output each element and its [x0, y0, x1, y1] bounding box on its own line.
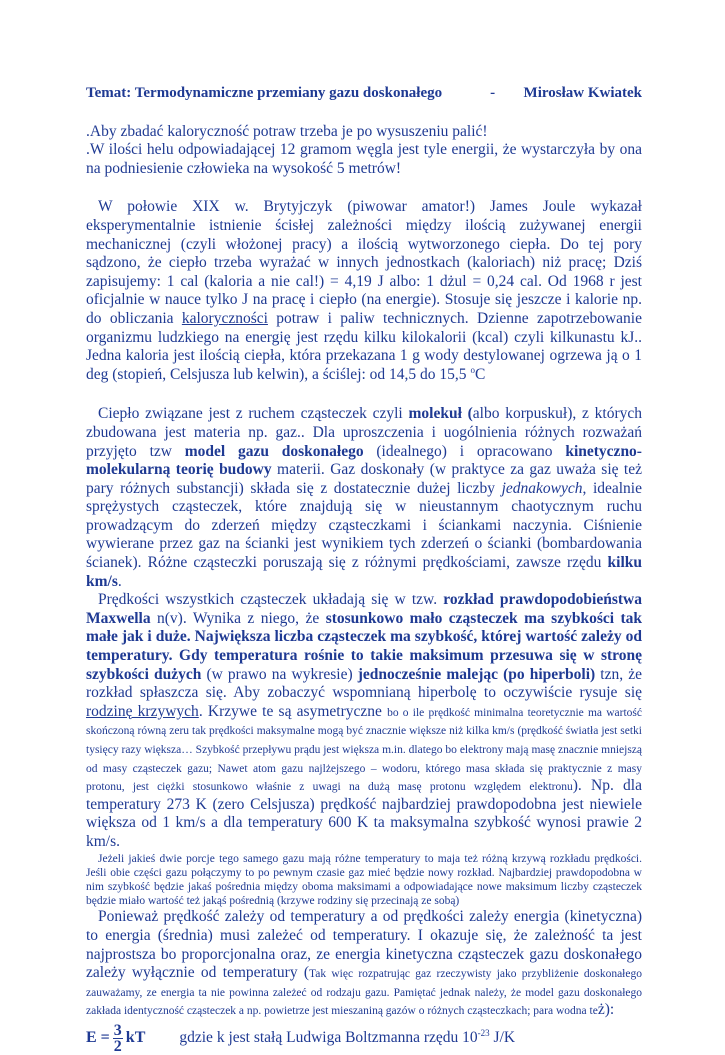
intro-line-1: .Aby zbadać kaloryczność potraw trzeba je po wysuszeniu palić!	[86, 122, 488, 140]
p3-rodzine-krzywych: rodzinę krzywych	[86, 702, 199, 720]
p1-text-a: W połowie XIX w. Brytyjczyk (piwowar amator!) James Joule wykazał eksperymentalnie istnienie ścisłej zależności między ilością zużywanej energii mechanicznej (czyli włożonej pracy) a ilością wytworzonego ciepła. Do tej pory sądzono, że ciepło trzeba wyrażać w innych jednostkach (kaloriach) niż pracę; Dziś zapisujemy: 1 cal (kaloria a nie cal!) = 4,19 J albo: 1 dżul = 0,24 cal. Od 1968 r jest oficjalnie w nauce tylko J na pracę i ciepło (na energie). Stosuje się jeszcze i kalorie np. do obliczania	[86, 198, 642, 327]
p2-s2: albo korpuskuł), z których zbudowana jest materia np. gaz.. Dla uproszczenia i uogólnienia różnych rozważań przyjęto tzw	[86, 405, 642, 460]
p2-s4: materii. Gaz doskonały (w praktyce za gaz uważa się też pary różnych substancji) składa się z dostatecznie dużej liczby	[86, 461, 642, 497]
p2-s3: (idealnego) i opracowano	[363, 442, 566, 460]
p3-rozklad: rozkład prawdopodobieństwa Maxwella	[86, 591, 642, 627]
degree-sup: o	[470, 364, 475, 375]
p3-s4: tzn, że rozkład spłaszcza się. Aby zobaczyć wspomnianą hiperbolę to oczywiście rysuje się	[86, 665, 642, 702]
p3-s1: Prędkości wszystkich cząsteczek układają się w tzw.	[98, 591, 444, 609]
kalorycznosc-link[interactable]: kaloryczności	[181, 309, 268, 327]
formula-exponent: -23	[477, 1027, 490, 1038]
fraction-denominator: 2	[113, 1037, 122, 1055]
document-title: Temat: Termodynamiczne przemiany gazu doskonałego	[86, 85, 443, 101]
p5-s2: ż):	[597, 1001, 615, 1019]
header	[86, 84, 642, 103]
p2-molekul: molekuł (	[408, 405, 473, 423]
p3-s3: (w prawo na wykresie)	[201, 665, 358, 683]
paragraph-joule	[86, 198, 642, 384]
title-separator: -	[490, 85, 496, 101]
formula-unit: J/K	[489, 1029, 516, 1047]
p3-small-note-2: Szybkość przepływu prądu jest większa m.in. dlatego bo elektrony mają masę znacznie mniejszą od masy cząsteczek gazu; Nawet atom gazu najlżejszego – wodoru, którego masa składa się praktycznie z masy protonu, jest ciężki stosunkowo właśnie z uwagi na dużą masę protonu względem elektronu	[86, 744, 643, 794]
document-page	[86, 84, 642, 1054]
p3-s6: ). Np. dla temperatury 273 K (zero Celsjusza) prędkość najbardziej prawdopodobna jest niewiele większa od 1 km/s a dla temperatury 600 K ta maksymalna szybkość wynosi prawie 2 km/s.	[86, 777, 642, 850]
p2-kilku-kms: kilku km/s	[86, 554, 642, 590]
p5-s1: Ponieważ prędkość zależy od temperatury a od prędkości zależy energia (kinetyczna) to energia (średnia) musi zależeć od temperatury. I okazuje się, że zależność ta jest najprostsza bo proporcjonalna oraz, ze energia kinetyczna cząsteczek gazu doskonałego zależy wyłącznie od temperatury (	[86, 908, 642, 982]
p3-small-note-1: bo o ile prędkość minimalna teoretycznie ma wartość skończoną równą zeru tak prędkości maksymalne mogą być znacznie większe niż kilka km/s (prędkość światła jest setki tysięcy razy większa…	[86, 706, 642, 756]
p1-text-b: potraw i paliw technicznych. Dzienne zapotrzebowanie organizmu ludzkiego na energię jest rzędu kilku kilokalorii (kcal) czyli kilkunastu kJ.. Jedna kaloria jest ilością ciepła, która przekazana 1 g wody destylowanej ogrzewa ją o 1 deg (stopień, Celsjusza lub kelwin), a ściślej: od 14,5 do 15,5	[86, 309, 642, 383]
formula-lhs: E =	[86, 1029, 110, 1047]
p3-s5: . Krzywe te są asymetryczne	[198, 702, 388, 720]
p2-model-gazu: model gazu doskonałego	[184, 442, 364, 460]
p2-jednakowych: jednakowych	[501, 479, 583, 497]
p1-text-c: C	[474, 365, 486, 383]
paragraph-maxwell	[86, 591, 642, 851]
p2-teoria: kinetyczno-molekularną teorię budowy	[86, 442, 642, 479]
formula-row	[86, 1023, 642, 1054]
p3-bold-sentence: stosunkowo mało cząsteczek ma szybkości tak małe jak i duże. Największa liczba cząsteczek ma szybkość, której wartość zależy od temperatury. Gdy temperatura rośnie to takie maksimum przesuwa się w stronę szybkości dużych	[86, 609, 643, 683]
p2-s1: Ciepło związane jest z ruchem cząsteczek czyli	[98, 405, 409, 423]
paragraph-molecules	[86, 405, 642, 591]
p2-s6: .	[117, 572, 122, 590]
paragraph-mixing: Jeżeli jakieś dwie porcje tego samego gazu mają różne temperatury to maja też różną krzywą rozkładu prędkości. Jeśli obie części gazu połączymy to po pewnym czasie gaz mieć będzie nowy rozkład. Najbardziej prawdopodobna w nim szybkość będzie jakaś pośrednia między oboma maksimami a odpowiadające nowe maksimum liczby cząsteczek będzie miało wartość też jakąś pośrednią (krzywe rodziny się przecinają ze sobą)	[86, 852, 642, 908]
formula-description	[179, 1029, 515, 1048]
formula-rhs: kT	[125, 1029, 146, 1047]
p5-small-note: Tak więc rozpatrując gaz rzeczywisty jako przybliżenie doskonałego zauważamy, ze energia ta nie powinna zależeć od rodzaju gazu. Pamiętać jednak należy, że model gazu doskonałego zakłada identyczność cząsteczek a np. powietrze jest mieszaniną gazów o różnych cząsteczkach; para wodna te	[86, 968, 642, 1018]
intro-line-2: .W ilości helu odpowiadającej 12 gramom węgla jest tyle energii, że wystarczyła by ona na podniesienie człowieka na wysokość 5 metrów!	[86, 141, 642, 177]
author-name: Mirosław Kwiatek	[523, 85, 642, 101]
energy-formula	[86, 1023, 145, 1054]
fraction	[113, 1023, 123, 1054]
p3-hiperbola: jednocześnie malejąc (po hiperboli)	[357, 665, 596, 683]
p2-s5: , idealnie sprężystych cząsteczek, które znajdują się w nieustannym chaotycznym ruchu prowadzącym do zderzeń między cząsteczkami i ściankami naczynia. Ciśnienie wywierane przez gaz na ścianki jest wynikiem tych zderzeń o ścianki (bombardowania ścianek). Różne cząsteczki poruszają się z różnymi prędkościami, zawsze rzędu	[86, 479, 642, 572]
paragraph-energy	[86, 908, 642, 1020]
formula-desc-text: gdzie k jest stałą Ludwiga Boltzmanna rzędu 10	[179, 1029, 478, 1047]
fraction-numerator: 3	[113, 1021, 122, 1039]
p3-s2: n(v). Wynika z niego, że	[150, 609, 326, 627]
